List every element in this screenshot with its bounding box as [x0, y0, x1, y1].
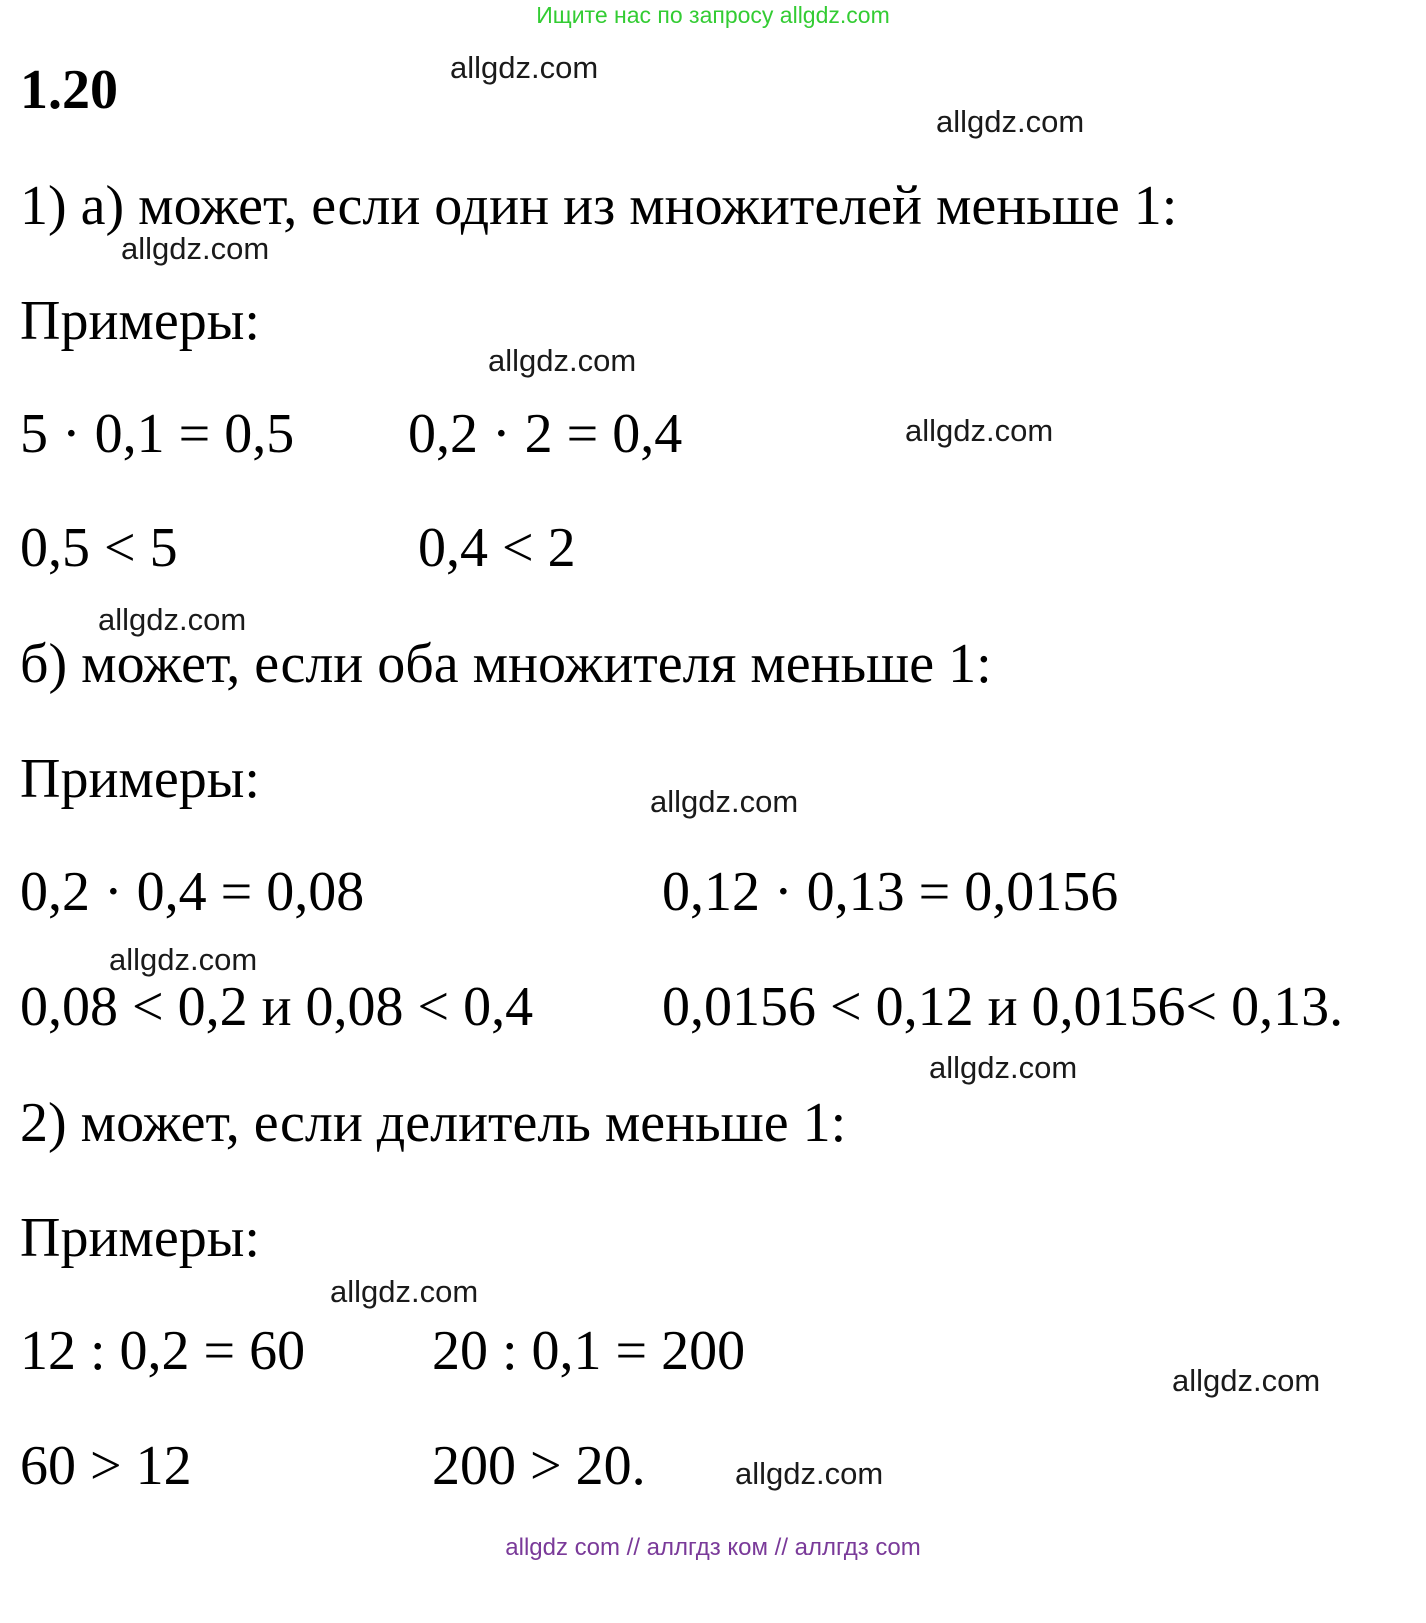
part1a-equation-2: 0,2 · 2 = 0,4 [408, 403, 683, 465]
watermark: allgdz.com [905, 413, 1054, 448]
part1a-equation-1: 5 · 0,1 = 0,5 [20, 403, 295, 465]
part2-equation-2: 20 : 0,1 = 200 [432, 1320, 746, 1382]
part1b-heading: б) может, если оба множителя меньше 1: [20, 633, 992, 695]
watermark: allgdz.com [735, 1456, 884, 1491]
watermark: allgdz.com [929, 1050, 1078, 1085]
problem-number: 1.20 [20, 59, 118, 121]
watermark: allgdz.com [121, 231, 270, 266]
part2-heading: 2) может, если делитель меньше 1: [20, 1092, 847, 1154]
watermark: allgdz.com [488, 343, 637, 378]
part1a-examples-label: Примеры: [20, 290, 260, 352]
part1a-heading: 1) а) может, если один из множителей меньше 1: [20, 175, 1178, 237]
part2-comparison-2: 200 > 20. [432, 1435, 646, 1497]
part1b-equation-2: 0,12 · 0,13 = 0,0156 [662, 861, 1119, 923]
part1b-examples-label: Примеры: [20, 748, 260, 810]
part1a-comparison-2: 0,4 < 2 [418, 517, 576, 579]
watermark: allgdz.com [1172, 1363, 1321, 1398]
watermark: allgdz.com [450, 50, 599, 85]
watermark: allgdz.com [109, 942, 258, 977]
part2-equation-1: 12 : 0,2 = 60 [20, 1320, 306, 1382]
watermark: allgdz.com [98, 602, 247, 637]
footer-links: allgdz com // аллгдз ком // аллгдз com [505, 1534, 921, 1561]
part1b-equation-1: 0,2 · 0,4 = 0,08 [20, 861, 365, 923]
watermark: allgdz.com [330, 1274, 479, 1309]
watermark: allgdz.com [650, 784, 799, 819]
part2-comparison-1: 60 > 12 [20, 1435, 192, 1497]
part1b-comparison-2: 0,0156 < 0,12 и 0,0156< 0,13. [662, 976, 1344, 1038]
watermark: allgdz.com [936, 104, 1085, 139]
top-banner: Ищите нас по запросу allgdz.com [536, 2, 890, 28]
part1a-comparison-1: 0,5 < 5 [20, 517, 178, 579]
part1b-comparison-1: 0,08 < 0,2 и 0,08 < 0,4 [20, 976, 534, 1038]
part2-examples-label: Примеры: [20, 1207, 260, 1269]
